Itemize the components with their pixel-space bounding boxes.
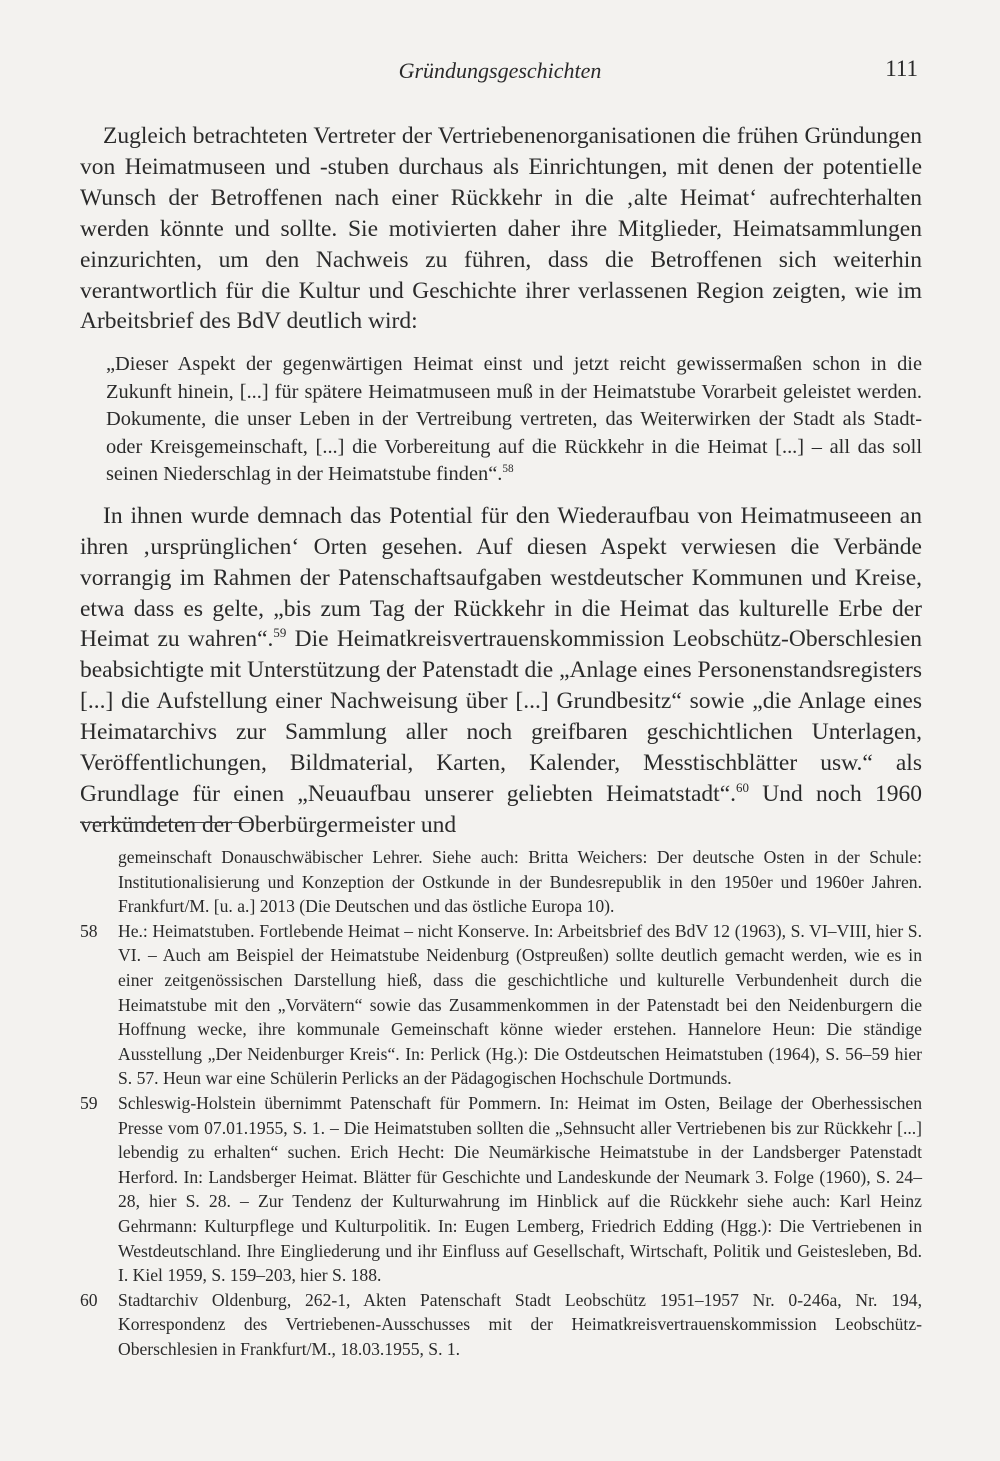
body-paragraph-2-part-b: Die Heimatkreisvertrauenskommission Leobschütz-Oberschlesien beabsichtigte mit Unterstützung der Patenstadt die „Anlage eines Personenstandsregisters [...] die Aufstellung einer Nachweisung über [...] Grundbesitz“ sowie „die Anlage eines Heimatarchivs zur Sammlung aller noch greifbaren geschichtlichen Unterlagen, Veröffentlichungen, Bildmaterial, Karten, Kalender, Messtischblätter usw.“ als Grundlage für einen „Neuaufbau unserer geliebten Heimatstadt“.: [80, 626, 923, 807]
footnote-number: 60: [80, 1289, 98, 1310]
footnote-continuation: [80, 845, 922, 919]
body-paragraph-2: [80, 501, 922, 841]
footnote-58: [80, 919, 922, 1091]
page-header: [80, 52, 920, 88]
footnote-ref-58[interactable]: 58: [502, 463, 514, 476]
footnote-number: 58: [80, 920, 98, 941]
footnote-text: He.: Heimatstuben. Fortlebende Heimat – nicht Konserve. In: Arbeitsbrief des BdV 12 (1963), S. VI–VIII, hier S. VI. – Auch am Beispiel der Heimatstube Neidenburg (Ostpreußen) sollte deutlich gemacht werden, wie es in einer zeitgenössischen Darstellung hieß, dass die geschichtliche und kulturelle Verbundenheit durch die Heimatstube mit den „Vorvätern“ sowie das Zusammenkommen in der Patenstadt bei den Neidenburgern die Hoffnung wecke, ihre kommunale Gemeinschaft könne wieder erstehen. Hannelore Heun: Die ständige Ausstellung „Der Neidenburger Kreis“. In: Perlick (Hg.): Die Ostdeutschen Heimatstuben (1964), S. 56–59 hier S. 57. Heun war eine Schülerin Perlicks an der Pädagogischen Hochschule Dortmunds.: [118, 920, 922, 1089]
footnote-separator: [80, 822, 252, 823]
footnote-text: Stadtarchiv Oldenburg, 262-1, Akten Patenschaft Stadt Leobschütz 1951–1957 Nr. 0-246a, Nr. 194, Korrespondenz des Vertriebenen-Ausschusses mit der Heimatkreisvertrauenskommission Leobschütz-Oberschlesien in Frankfurt/M., 18.03.1955, S. 1.: [118, 1289, 922, 1359]
body-paragraph-2-part-c: Und noch 1960 verkündeten der Oberbürgermeister und: [80, 781, 923, 838]
running-head: Gründungsgeschichten: [398, 58, 602, 83]
footnote-text: Schleswig-Holstein übernimmt Patenschaft für Pommern. In: Heimat im Osten, Beilage der Oberhessischen Presse vom 07.01.1955, S. 1. – Die Heimatstuben sollten die „Sehnsucht aller Vertriebenen bis zur Rückkehr [...] lebendig zu erhalten“ suchen. Erich Hecht: Die Neumärkische Heimatstube in der Landsberger Patenstadt Herford. In: Landsberger Heimat. Blätter für Geschichte und Landeskunde der Neumark 3. Folge (1960), S. 24–28, hier S. 28. – Zur Tendenz der Kulturwahrung im Hinblick auf die Rückkehr siehe auch: Karl Heinz Gehrmann: Kulturpflege und Kulturpolitik. In: Eugen Lemberg, Friedrich Edding (Hgg.): Die Vertriebenen in Westdeutschland. Ihre Eingliederung und ihr Einfluss auf Gesellschaft, Wirtschaft, Politik und Geistesleben, Bd. I. Kiel 1959, S. 159–203, hier S. 188.: [118, 1092, 922, 1286]
main-text: [80, 121, 922, 841]
footnotes: [80, 845, 922, 1361]
body-paragraph-2-part-a: In ihnen wurde demnach das Potential für den Wiederaufbau von Heimatmuseeen an ihren ‚ursprünglichen‘ Orten gesehen. Auf diesen Aspekt verwiesen die Verbände vorrangig im Rahmen der Patenschaftsaufgaben westdeutscher Kommunen und Kreise, etwa dass es gelte, „bis zum Tag der Rückkehr in die Heimat das kulturelle Erbe der Heimat zu wahren“.: [80, 502, 922, 653]
footnote-number: 59: [80, 1092, 98, 1113]
footnote-60: [80, 1288, 922, 1362]
footnote-ref-59[interactable]: 59: [273, 625, 287, 641]
body-paragraph-1: Zugleich betrachteten Vertreter der Vertriebenenorganisationen die frühen Gründungen von Heimatmuseen und -stuben durchaus als Einrichtungen, mit denen der potentielle Wunsch der Betroffenen nach einer Rückkehr in die ‚alte Heimat‘ aufrechterhalten werden könnte und sollte. Sie motivierten daher ihre Mitglieder, Heimatsammlungen einzurichten, um den Nachweis zu führen, dass die Betroffenen sich weiterhin verantwortlich für die Kultur und Geschichte ihrer verlassenen Region zeigten, wie im Arbeitsbrief des BdV deutlich wird:: [80, 123, 922, 335]
page-number: 111: [885, 56, 918, 81]
block-quote: [106, 351, 922, 489]
footnote-59: [80, 1091, 922, 1288]
footnote-continuation-text: gemeinschaft Donauschwäbischer Lehrer. Siehe auch: Britta Weichers: Der deutsche Osten in der Schule: Institutionalisierung und Konzeption der Ostkunde in der Bundesrepublik in den 1950er und 1960er Jahren. Frankfurt/M. [u. a.] 2013 (Die Deutschen und das östliche Europa 10).: [118, 847, 922, 917]
footnote-ref-60[interactable]: 60: [736, 780, 749, 796]
block-quote-text: „Dieser Aspekt der gegenwärtigen Heimat einst und jetzt reicht gewissermaßen schon in die Zukunft hinein, [...] für spätere Heimatmuseen muß in der Heimatstube Vorarbeit geleistet werden. Dokumente, die unser Leben in der Vertreibung vertreten, das Weiterwirken der Stadt als Stadt- oder Kreisgemeinschaft, [...] die Vorbereitung auf die Rückkehr in die Heimat [...] – all das soll seinen Niederschlag in der Heimatstube finden“.: [106, 353, 922, 486]
